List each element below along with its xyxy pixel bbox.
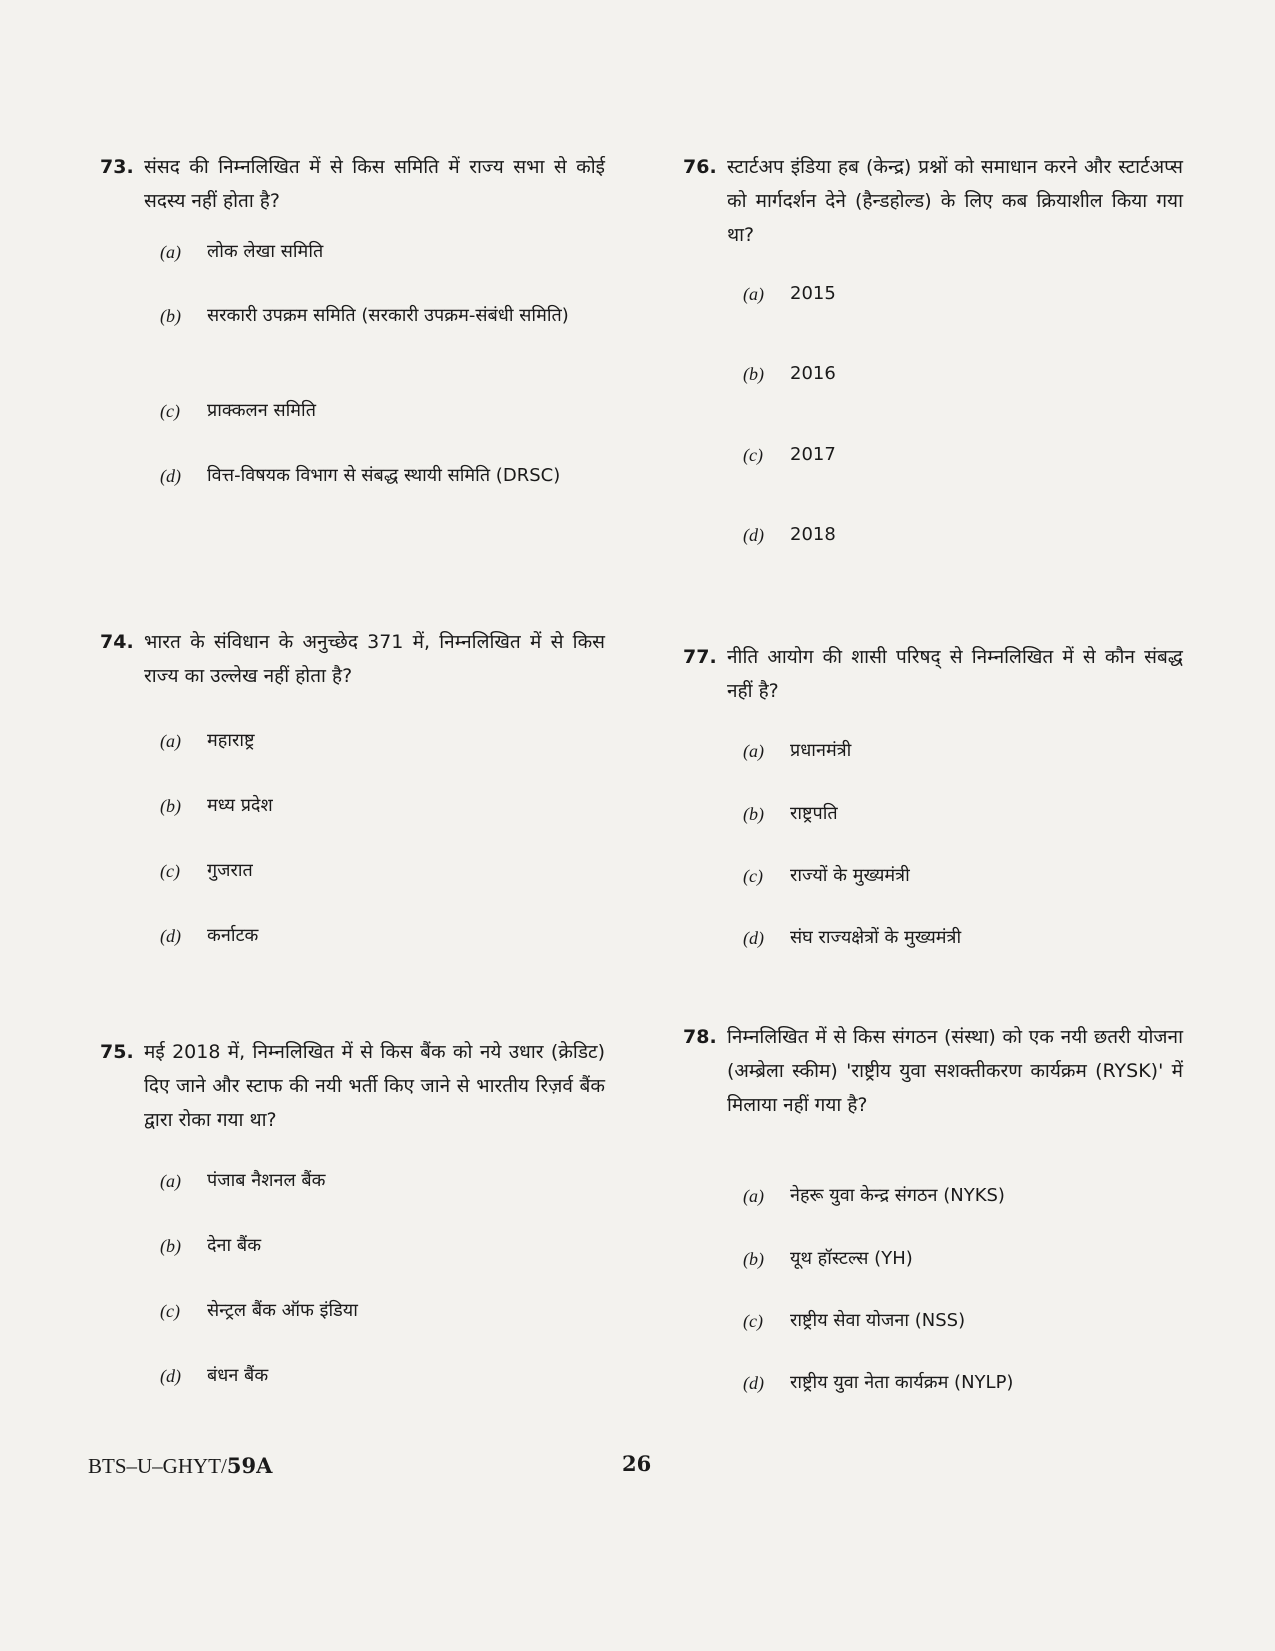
option-label: (c): [743, 445, 763, 465]
option-label: (c): [160, 1301, 180, 1321]
option-label: (a): [743, 284, 764, 304]
option-c: [160, 855, 605, 887]
question-number: 77.: [683, 646, 717, 668]
option-text: गुजरात: [207, 860, 253, 881]
option-a: [743, 1180, 1183, 1212]
option-text: देना बैंक: [207, 1235, 262, 1256]
option-label: (b): [743, 1249, 764, 1269]
booklet-code-prefix: BTS–U–GHYT/: [88, 1454, 227, 1478]
option-a: [160, 725, 605, 757]
option-label: (c): [160, 401, 180, 421]
booklet-code: [88, 1453, 272, 1479]
option-c: [743, 1305, 1183, 1337]
option-label: (a): [160, 731, 181, 751]
option-a: [743, 278, 1183, 310]
option-d: [743, 519, 1183, 551]
option-text: राज्यों के मुख्यमंत्री: [790, 865, 910, 886]
option-c: [160, 395, 605, 427]
question-number: 76.: [683, 156, 717, 178]
option-label: (d): [743, 928, 764, 948]
option-label: (b): [743, 364, 764, 384]
option-label: (d): [160, 926, 181, 946]
option-text: 2016: [790, 363, 836, 384]
question-76: [683, 150, 1183, 252]
option-text: 2015: [790, 283, 836, 304]
left-column: [100, 150, 605, 1390]
question-text: मई 2018 में, निम्नलिखित में से किस बैंक को नये उधार (क्रेडिट) दिए जाने और स्टाफ की नयी भर्ती किए जाने से भारतीय रिज़र्व बैंक द्वारा रोका गया था?: [144, 1041, 605, 1131]
option-d: [160, 460, 605, 492]
question-75: [100, 1035, 605, 1137]
option-label: (c): [743, 866, 763, 886]
option-text: नेहरू युवा केन्द्र संगठन (NYKS): [790, 1185, 1005, 1206]
question-74: [100, 625, 605, 693]
option-text: प्रधानमंत्री: [790, 740, 852, 761]
question-number: 73.: [100, 156, 134, 178]
option-a: [160, 1165, 605, 1197]
option-text: 2017: [790, 444, 836, 465]
option-text: सेन्ट्रल बैंक ऑफ इंडिया: [207, 1300, 358, 1321]
question-number: 78.: [683, 1026, 717, 1048]
option-label: (b): [160, 1236, 181, 1256]
option-text: महाराष्ट्र: [207, 730, 255, 751]
option-d: [160, 1360, 605, 1392]
question-text: निम्नलिखित में से किस संगठन (संस्था) को एक नयी छतरी योजना (अम्ब्रेला स्कीम) 'राष्ट्रीय युवा सशक्तीकरण कार्यक्रम (RYSK)' में मिलाया नहीं गया है?: [727, 1026, 1183, 1116]
question-77: [683, 640, 1183, 708]
option-text: राष्ट्रीय सेवा योजना (NSS): [790, 1310, 966, 1331]
option-label: (b): [160, 796, 181, 816]
option-label: (a): [160, 242, 181, 262]
option-d: [743, 1367, 1183, 1399]
option-label: (d): [160, 466, 181, 486]
right-column: [683, 150, 1183, 1393]
option-b: [160, 790, 605, 822]
page-number: 26: [622, 1451, 652, 1476]
question-text: भारत के संविधान के अनुच्छेद 371 में, निम्नलिखित में से किस राज्य का उल्लेख नहीं होता है?: [144, 631, 605, 687]
question-text: स्टार्टअप इंडिया हब (केन्द्र) प्रश्नों को समाधान करने और स्टार्टअप्स को मार्गदर्शन देने (हैन्डहोल्ड) के लिए कब क्रियाशील किया गया था?: [727, 156, 1183, 246]
option-c: [743, 860, 1183, 892]
option-label: (c): [743, 1311, 763, 1331]
question-78: [683, 1020, 1183, 1122]
option-label: (a): [160, 1171, 181, 1191]
option-text: बंधन बैंक: [207, 1365, 269, 1386]
option-text: यूथ हॉस्टल्स (YH): [790, 1248, 913, 1269]
question-text: संसद की निम्नलिखित में से किस समिति में राज्य सभा से कोई सदस्य नहीं होता है?: [144, 156, 605, 212]
booklet-code-suffix: 59A: [226, 1453, 273, 1478]
question-73: [100, 150, 605, 218]
option-a: [743, 735, 1183, 767]
option-b: [160, 1230, 605, 1262]
option-text: मध्य प्रदेश: [207, 795, 273, 816]
option-text: राष्ट्रपति: [790, 803, 838, 824]
option-label: (d): [743, 525, 764, 545]
question-text: नीति आयोग की शासी परिषद् से निम्नलिखित में से कौन संबद्ध नहीं है?: [727, 646, 1183, 702]
option-text: वित्त-विषयक विभाग से संबद्ध स्थायी समिति (DRSC): [207, 465, 561, 486]
option-d: [160, 920, 605, 952]
option-label: (a): [743, 741, 764, 761]
option-text: कर्नाटक: [207, 925, 259, 946]
option-text: लोक लेखा समिति: [207, 241, 324, 262]
option-b: [160, 300, 605, 332]
question-number: 75.: [100, 1041, 134, 1063]
option-label: (c): [160, 861, 180, 881]
option-label: (d): [743, 1373, 764, 1393]
option-label: (a): [743, 1186, 764, 1206]
option-text: पंजाब नैशनल बैंक: [207, 1170, 326, 1191]
option-text: संघ राज्यक्षेत्रों के मुख्यमंत्री: [790, 927, 962, 948]
option-b: [743, 798, 1183, 830]
option-c: [160, 1295, 605, 1327]
option-label: (b): [160, 306, 181, 326]
option-b: [743, 1243, 1183, 1275]
option-text: सरकारी उपक्रम समिति (सरकारी उपक्रम-संबंधी समिति): [207, 305, 569, 326]
question-number: 74.: [100, 631, 134, 653]
option-a: [160, 236, 605, 268]
option-text: राष्ट्रीय युवा नेता कार्यक्रम (NYLP): [790, 1372, 1014, 1393]
option-text: प्राक्कलन समिति: [207, 400, 316, 421]
option-d: [743, 922, 1183, 954]
option-b: [743, 358, 1183, 390]
option-c: [743, 439, 1183, 471]
option-label: (d): [160, 1366, 181, 1386]
option-text: 2018: [790, 524, 836, 545]
option-label: (b): [743, 804, 764, 824]
